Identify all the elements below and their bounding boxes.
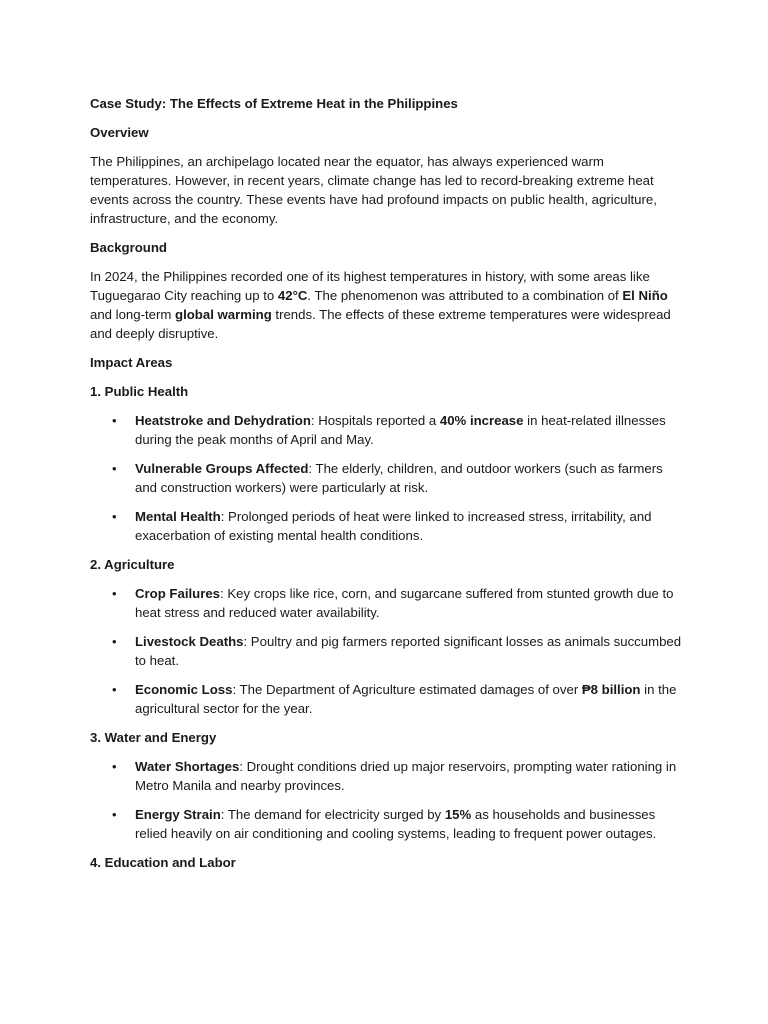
- background-paragraph: [90, 267, 688, 343]
- list-item: [90, 632, 688, 670]
- impact-areas-heading: Impact Areas: [90, 355, 173, 370]
- item-text: : Key crops like rice, corn, and sugarcane suffered from stunted growth due to heat stress and reduced water availability.: [135, 586, 674, 620]
- bullet-icon: •: [112, 682, 117, 697]
- document-title: Case Study: The Effects of Extreme Heat in the Philippines: [90, 96, 458, 111]
- list-item: [90, 459, 688, 497]
- water-energy-list: [90, 757, 688, 843]
- item-highlight: 40% increase: [439, 413, 524, 428]
- bullet-icon: •: [112, 461, 117, 476]
- bullet-icon: •: [112, 586, 117, 601]
- item-label: Mental Health: [135, 509, 221, 524]
- background-text: . The phenomenon was attributed to a combination of: [307, 288, 623, 303]
- item-label: Crop Failures: [135, 586, 221, 601]
- overview-heading: Overview: [90, 125, 149, 140]
- item-text: : Drought conditions dried up major reservoirs, prompting water rationing in Metro Manila and nearby provinces.: [135, 759, 677, 793]
- item-text: : Prolonged periods of heat were linked to increased stress, irritability, and exacerbation of existing mental health conditions.: [135, 509, 652, 543]
- background-text: In 2024, the Philippines recorded one of its highest temperatures in history, with some areas like Tuguegarao City reaching up to: [90, 269, 650, 303]
- education-labor-heading: 4. Education and Labor: [90, 855, 236, 870]
- bullet-icon: •: [112, 509, 117, 524]
- item-label: Water Shortages: [135, 759, 240, 774]
- overview-paragraph: The Philippines, an archipelago located near the equator, has always experienced warm temperatures. However, in recent years, climate change has led to record-breaking extreme heat events across the country. These events have had profound impacts on public health, agriculture, infrastructure, and the economy.: [90, 154, 657, 226]
- bullet-icon: •: [112, 807, 117, 822]
- item-label: Heatstroke and Dehydration: [135, 413, 311, 428]
- bullet-icon: •: [112, 413, 117, 428]
- background-text: trends. The effects of these extreme temperatures were widespread and deeply disruptive.: [90, 307, 671, 341]
- item-highlight: ₱8 billion: [581, 682, 641, 697]
- item-text: in heat-related illnesses during the peak months of April and May.: [135, 413, 666, 447]
- background-heading: Background: [90, 240, 167, 255]
- item-text: in the agricultural sector for the year.: [135, 682, 677, 716]
- public-health-heading: 1. Public Health: [90, 384, 189, 399]
- list-item: [90, 757, 688, 795]
- background-temperature: 42°C: [277, 288, 308, 303]
- list-item: [90, 507, 688, 545]
- item-label: Economic Loss: [135, 682, 233, 697]
- background-el-nino: El Niño: [622, 288, 668, 303]
- item-text: : Hospitals reported a: [310, 413, 440, 428]
- item-label: Vulnerable Groups Affected: [135, 461, 309, 476]
- public-health-list: [90, 411, 688, 545]
- agriculture-heading: 2. Agriculture: [90, 557, 175, 572]
- water-energy-heading: 3. Water and Energy: [90, 730, 217, 745]
- bullet-icon: •: [112, 634, 117, 649]
- item-highlight: 15%: [444, 807, 472, 822]
- item-text: : The elderly, children, and outdoor workers (such as farmers and construction workers) were particularly at risk.: [135, 461, 663, 495]
- background-global-warming: global warming: [175, 307, 272, 322]
- list-item: [90, 680, 688, 718]
- list-item: [90, 805, 688, 843]
- background-text: and long-term: [90, 307, 176, 322]
- list-item: [90, 584, 688, 622]
- item-text: : Poultry and pig farmers reported significant losses as animals succumbed to heat.: [135, 634, 682, 668]
- item-text: : The Department of Agriculture estimated damages of over: [232, 682, 582, 697]
- item-text: as households and businesses relied heavily on air conditioning and cooling systems, leading to frequent power outages.: [135, 807, 657, 841]
- list-item: [90, 411, 688, 449]
- item-label: Energy Strain: [135, 807, 221, 822]
- bullet-icon: •: [112, 759, 117, 774]
- agriculture-list: [90, 584, 688, 718]
- item-text: : The demand for electricity surged by: [220, 807, 445, 822]
- item-label: Livestock Deaths: [135, 634, 244, 649]
